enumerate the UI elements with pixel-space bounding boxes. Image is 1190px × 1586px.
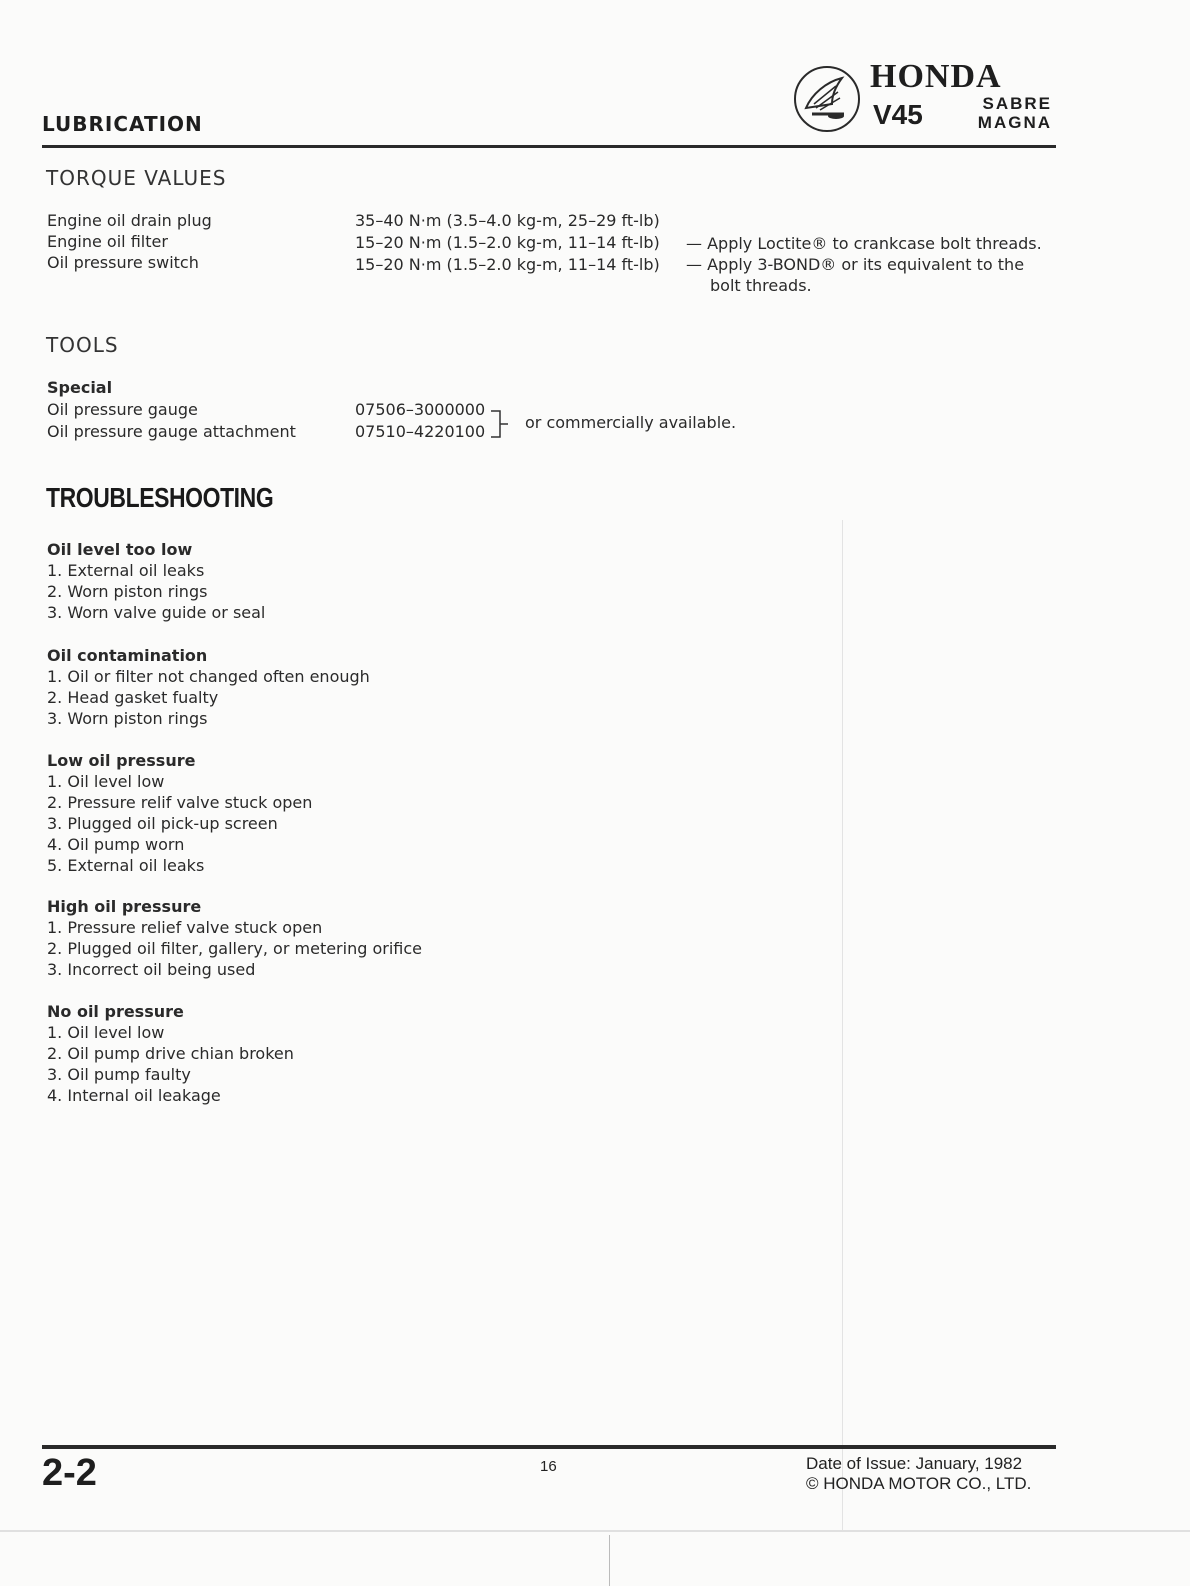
- brand-wordmark: HONDA: [870, 58, 1002, 95]
- trouble-item: 2. Worn piston rings: [47, 582, 208, 601]
- trouble-group-low-oil-pressure: [47, 750, 312, 876]
- torque-item: Oil pressure switch: [47, 253, 199, 272]
- page-label: 2-2: [42, 1452, 97, 1494]
- torque-note: — Apply Loctite® to crankcase bolt threads.: [686, 234, 1042, 253]
- trouble-item: 1. Oil level low: [47, 772, 165, 791]
- tool-item: Oil pressure gauge attachment: [47, 422, 296, 441]
- trouble-item: 4. Oil pump worn: [47, 835, 185, 854]
- trouble-item: 3. Incorrect oil being used: [47, 960, 256, 979]
- torque-heading: TORQUE VALUES: [46, 166, 227, 190]
- trouble-group-oil-level-too-low: [47, 539, 265, 623]
- footer-rule: [42, 1445, 1056, 1449]
- trouble-item: 4. Internal oil leakage: [47, 1086, 221, 1105]
- trouble-item: 5. External oil leaks: [47, 856, 205, 875]
- torque-value: 15–20 N·m (1.5–2.0 kg-m, 11–14 ft-lb): [355, 255, 660, 274]
- trouble-heading: Low oil pressure: [47, 751, 196, 770]
- trouble-item: 3. Worn piston rings: [47, 709, 208, 728]
- trouble-item: 1. External oil leaks: [47, 561, 205, 580]
- trouble-item: 3. Worn valve guide or seal: [47, 603, 266, 622]
- copyright: © HONDA MOTOR CO., LTD.: [806, 1474, 1032, 1493]
- tools-subheading: Special: [47, 378, 113, 397]
- trouble-item: 2. Head gasket fualty: [47, 688, 219, 707]
- header-rule: [42, 145, 1056, 148]
- issue-date: Date of Issue: January, 1982: [806, 1454, 1023, 1473]
- trouble-item: 1. Oil level low: [47, 1023, 165, 1042]
- model-variants: [960, 94, 1052, 132]
- torque-note: — Apply 3-BOND® or its equivalent to the: [686, 255, 1025, 274]
- trouble-item: 1. Pressure relief valve stuck open: [47, 918, 323, 937]
- tool-part-number: 07510–4220100: [355, 422, 486, 441]
- torque-note-continued: bolt threads.: [710, 276, 812, 295]
- trouble-heading: Oil level too low: [47, 540, 193, 559]
- model-name: V45: [873, 99, 923, 130]
- trouble-heading: Oil contamination: [47, 646, 208, 665]
- tools-heading: TOOLS: [46, 333, 119, 357]
- trouble-group-high-oil-pressure: [47, 896, 422, 980]
- trouble-group-oil-contamination: [47, 645, 370, 729]
- trouble-item: 2. Pressure relif valve stuck open: [47, 793, 313, 812]
- trouble-item: 3. Plugged oil pick-up screen: [47, 814, 278, 833]
- trouble-item: 2. Oil pump drive chian broken: [47, 1044, 294, 1063]
- scan-edge-line: [609, 1535, 610, 1586]
- torque-value: 15–20 N·m (1.5–2.0 kg-m, 11–14 ft-lb): [355, 233, 660, 252]
- trouble-heading: No oil pressure: [47, 1002, 184, 1021]
- troubleshooting-title: TROUBLESHOOTING: [46, 482, 274, 513]
- trouble-item: 2. Plugged oil filter, gallery, or metering orifice: [47, 939, 422, 958]
- variant-sabre: SABRE: [982, 94, 1052, 113]
- torque-item: Engine oil drain plug: [47, 211, 212, 230]
- scan-fold-line: [842, 520, 843, 1530]
- tool-bracket-note: or commercially available.: [525, 413, 737, 432]
- honda-wing-logo: [792, 64, 862, 134]
- torque-value: 35–40 N·m (3.5–4.0 kg-m, 25–29 ft-lb): [355, 211, 660, 230]
- tool-part-number: 07506–3000000: [355, 400, 486, 419]
- scan-bottom-edge: [0, 1530, 1190, 1532]
- trouble-heading: High oil pressure: [47, 897, 202, 916]
- trouble-item: 1. Oil or filter not changed often enough: [47, 667, 370, 686]
- torque-item: Engine oil filter: [47, 232, 168, 251]
- bracket-icon: [490, 408, 516, 440]
- trouble-group-no-oil-pressure: [47, 1001, 294, 1106]
- tool-item: Oil pressure gauge: [47, 400, 198, 419]
- trouble-item: 3. Oil pump faulty: [47, 1065, 191, 1084]
- center-page-number: 16: [540, 1458, 557, 1475]
- section-label: LUBRICATION: [42, 112, 203, 136]
- variant-magna: MAGNA: [977, 113, 1052, 132]
